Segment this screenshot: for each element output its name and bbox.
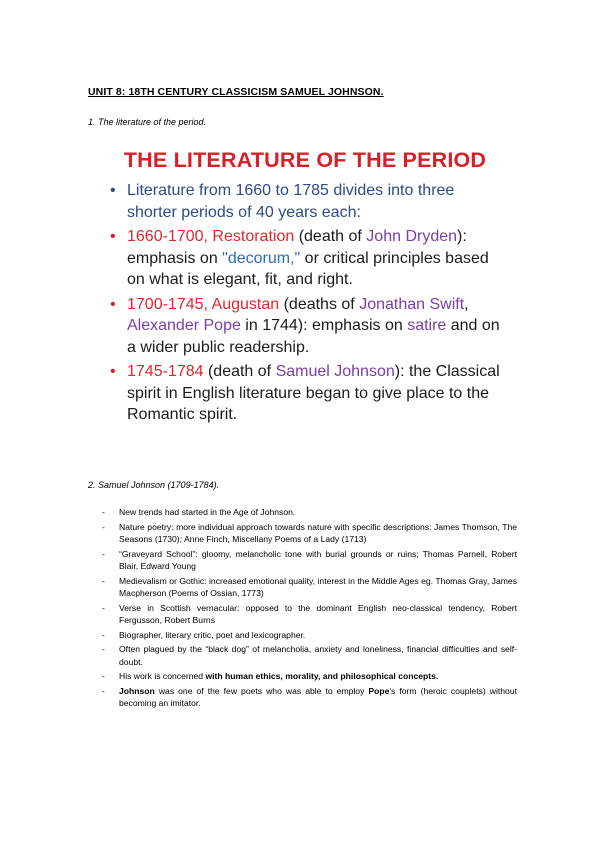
list-item: - Biographer, literary critic, poet and lexicographer. [102,629,306,640]
list-item: - “Graveyard School”: gloomy, melancholic tone with burial grounds or ruins; Thomas Parnell, Robert Blair, Edward Young [102,548,517,571]
list-item: - His work is concerned with human ethics, morality, and philosophical concepts. [102,671,439,682]
bullet-icon: • [110,228,116,245]
slide-bullet-3: • 1700-1745, Augustan (deaths of Jonathan Swift, Alexander Pope in 1744): emphasis on satire and on a wider public readership. [110,295,500,356]
unit-title: UNIT 8: 18TH CENTURY CLASSICISM SAMUEL JOHNSON. [88,86,384,98]
slide-title: THE LITERATURE OF THE PERIOD [123,148,487,172]
bullet-icon: • [110,182,116,199]
bullet-icon: • [110,363,116,380]
list-item: - Often plagued by the “black dog” of melancholia, anxiety and loneliness, financial difficulties and self-doubt. [102,644,517,667]
list-item: - Medievalism or Gothic: increased emotional quality, interest in the Middle Ages eg. Thomas Gray, James Macpherson (Poems of Ossian, 1773) [102,575,517,598]
slide-bullets [110,180,500,426]
slide-bullet-1: • Literature from 1660 to 1785 divides into three shorter periods of 40 years each: [110,182,455,221]
johnson-list [102,506,517,712]
slide-image [110,148,500,429]
list-item: - Johnson was one of the few poets who was able to employ Pope's form (heroic couplets) without becoming an imitator. [102,685,517,709]
section-2-heading: 2. Samuel Johnson (1709-1784). [88,480,220,490]
list-item: - New trends had started in the Age of Johnson. [102,507,296,517]
slide-bullet-2: • 1660-1700, Restoration (death of John Dryden): emphasis on "decorum," or critical principles based on what is elegant, fit, and right. [110,228,489,288]
list-item: - Nature poetry: more individual approach towards nature with specific descriptions: James Thomson, The Seasons (1730); Anne Finch, Miscellany Poems of a Lady (1713) [102,521,517,544]
list-item: - Verse in Scottish vernacular: opposed to the dominant English neo-classical tendency, Robert Fergusson, Robert Burns [102,602,517,625]
section-1-heading: 1. The literature of the period. [88,117,207,127]
slide-bullet-4: • 1745-1784 (death of Samuel Johnson): the Classical spirit in English literature began to give place to the Romantic spirit. [110,363,500,423]
bullet-icon: • [110,295,116,313]
